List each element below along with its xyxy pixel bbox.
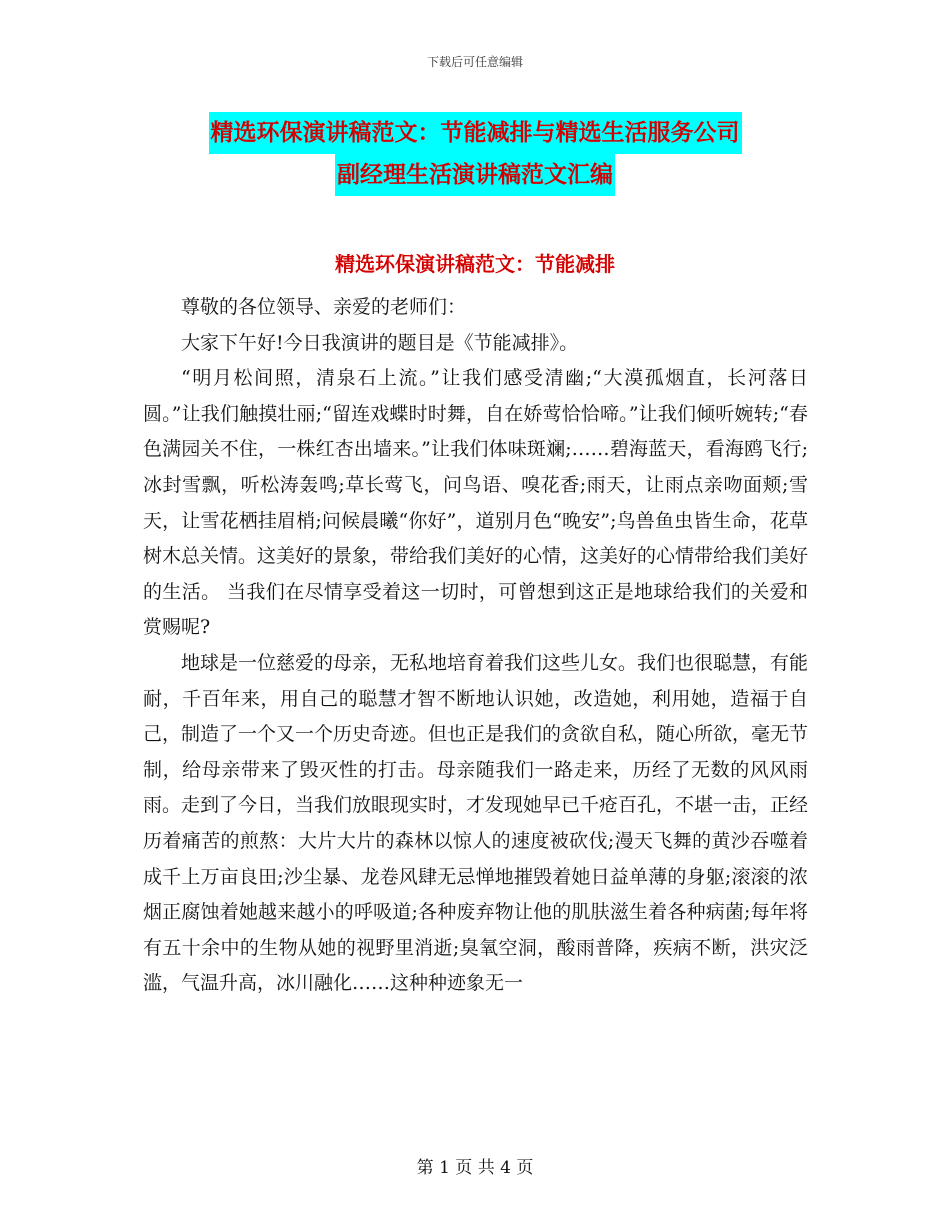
document-title-line-2: 副经理生活演讲稿范文汇编 — [335, 154, 615, 196]
section-title: 精选环保演讲稿范文：节能减排 — [335, 252, 615, 276]
greeting-paragraph: 大家下午好!今日我演讲的题目是《节能减排》。 — [181, 331, 579, 354]
body-paragraph: “明月松间照，清泉石上流。”让我们感受清幽;“大漠孤烟直，长河落日圆。”让我们触摸壮丽;“留连戏蝶时时舞，自在娇莺恰恰啼。”让我们倾听婉转;“春色满园关不住，一株红杏出墙来。”让我们体味斑斓;……碧海蓝天，看海鸥飞行;冰封雪飘，听松涛轰鸣;草长莺飞，问鸟语、嗅花香;雨天，让雨点亲吻面颊;雪天，让雪花栖挂眉梢;问候晨曦“你好”，道别月色“晚安”;鸟兽鱼虫皆生命，花草树木总关情。这美好的景象，带给我们美好的心情，这美好的心情带给我们美好的生活。 当我们在尽情享受着这一切时，可曾想到这正是地球给我们的关爱和赏赐呢? — [143, 367, 809, 639]
salutation-paragraph: 尊敬的各位领导、亲爱的老师们： — [181, 296, 467, 318]
page-indicator: 第 1 页 共 4 页 — [416, 1158, 534, 1178]
document-title-line-1: 精选环保演讲稿范文：节能减排与精选生活服务公司 — [209, 112, 742, 154]
document-title — [120, 112, 830, 196]
header-note: 下载后可任意编辑 — [426, 55, 523, 69]
body-text — [143, 290, 808, 1002]
body-paragraph: 地球是一位慈爱的母亲，无私地培育着我们这些儿女。我们也很聪慧，有能耐，千百年来，用自己的聪慧才智不断地认识她，改造她，利用她，造福于自己，制造了一个又一个历史奇迹。但也正是我们的贪欲自私，随心所欲，毫无节制，给母亲带来了毁灭性的打击。母亲随我们一路走来，历经了无数的风风雨雨。走到了今日，当我们放眼现实时，才发现她早已千疮百孔，不堪一击，正经历着痛苦的煎熬：大片大片的森林以惊人的速度被砍伐;漫天飞舞的黄沙吞噬着成千上万亩良田;沙尘暴、龙卷风肆无忌惮地摧毁着她日益单薄的身躯;滚滚的浓烟正腐蚀着她越来越小的呼吸道;各种废弃物让他的肌肤滋生着各种病菌;每年将有五十余中的生物从她的视野里消逝;臭氧空洞，酸雨普降，疾病不断，洪灾泛滥，气温升高，冰川融化……这种种迹象无一 — [143, 651, 809, 995]
